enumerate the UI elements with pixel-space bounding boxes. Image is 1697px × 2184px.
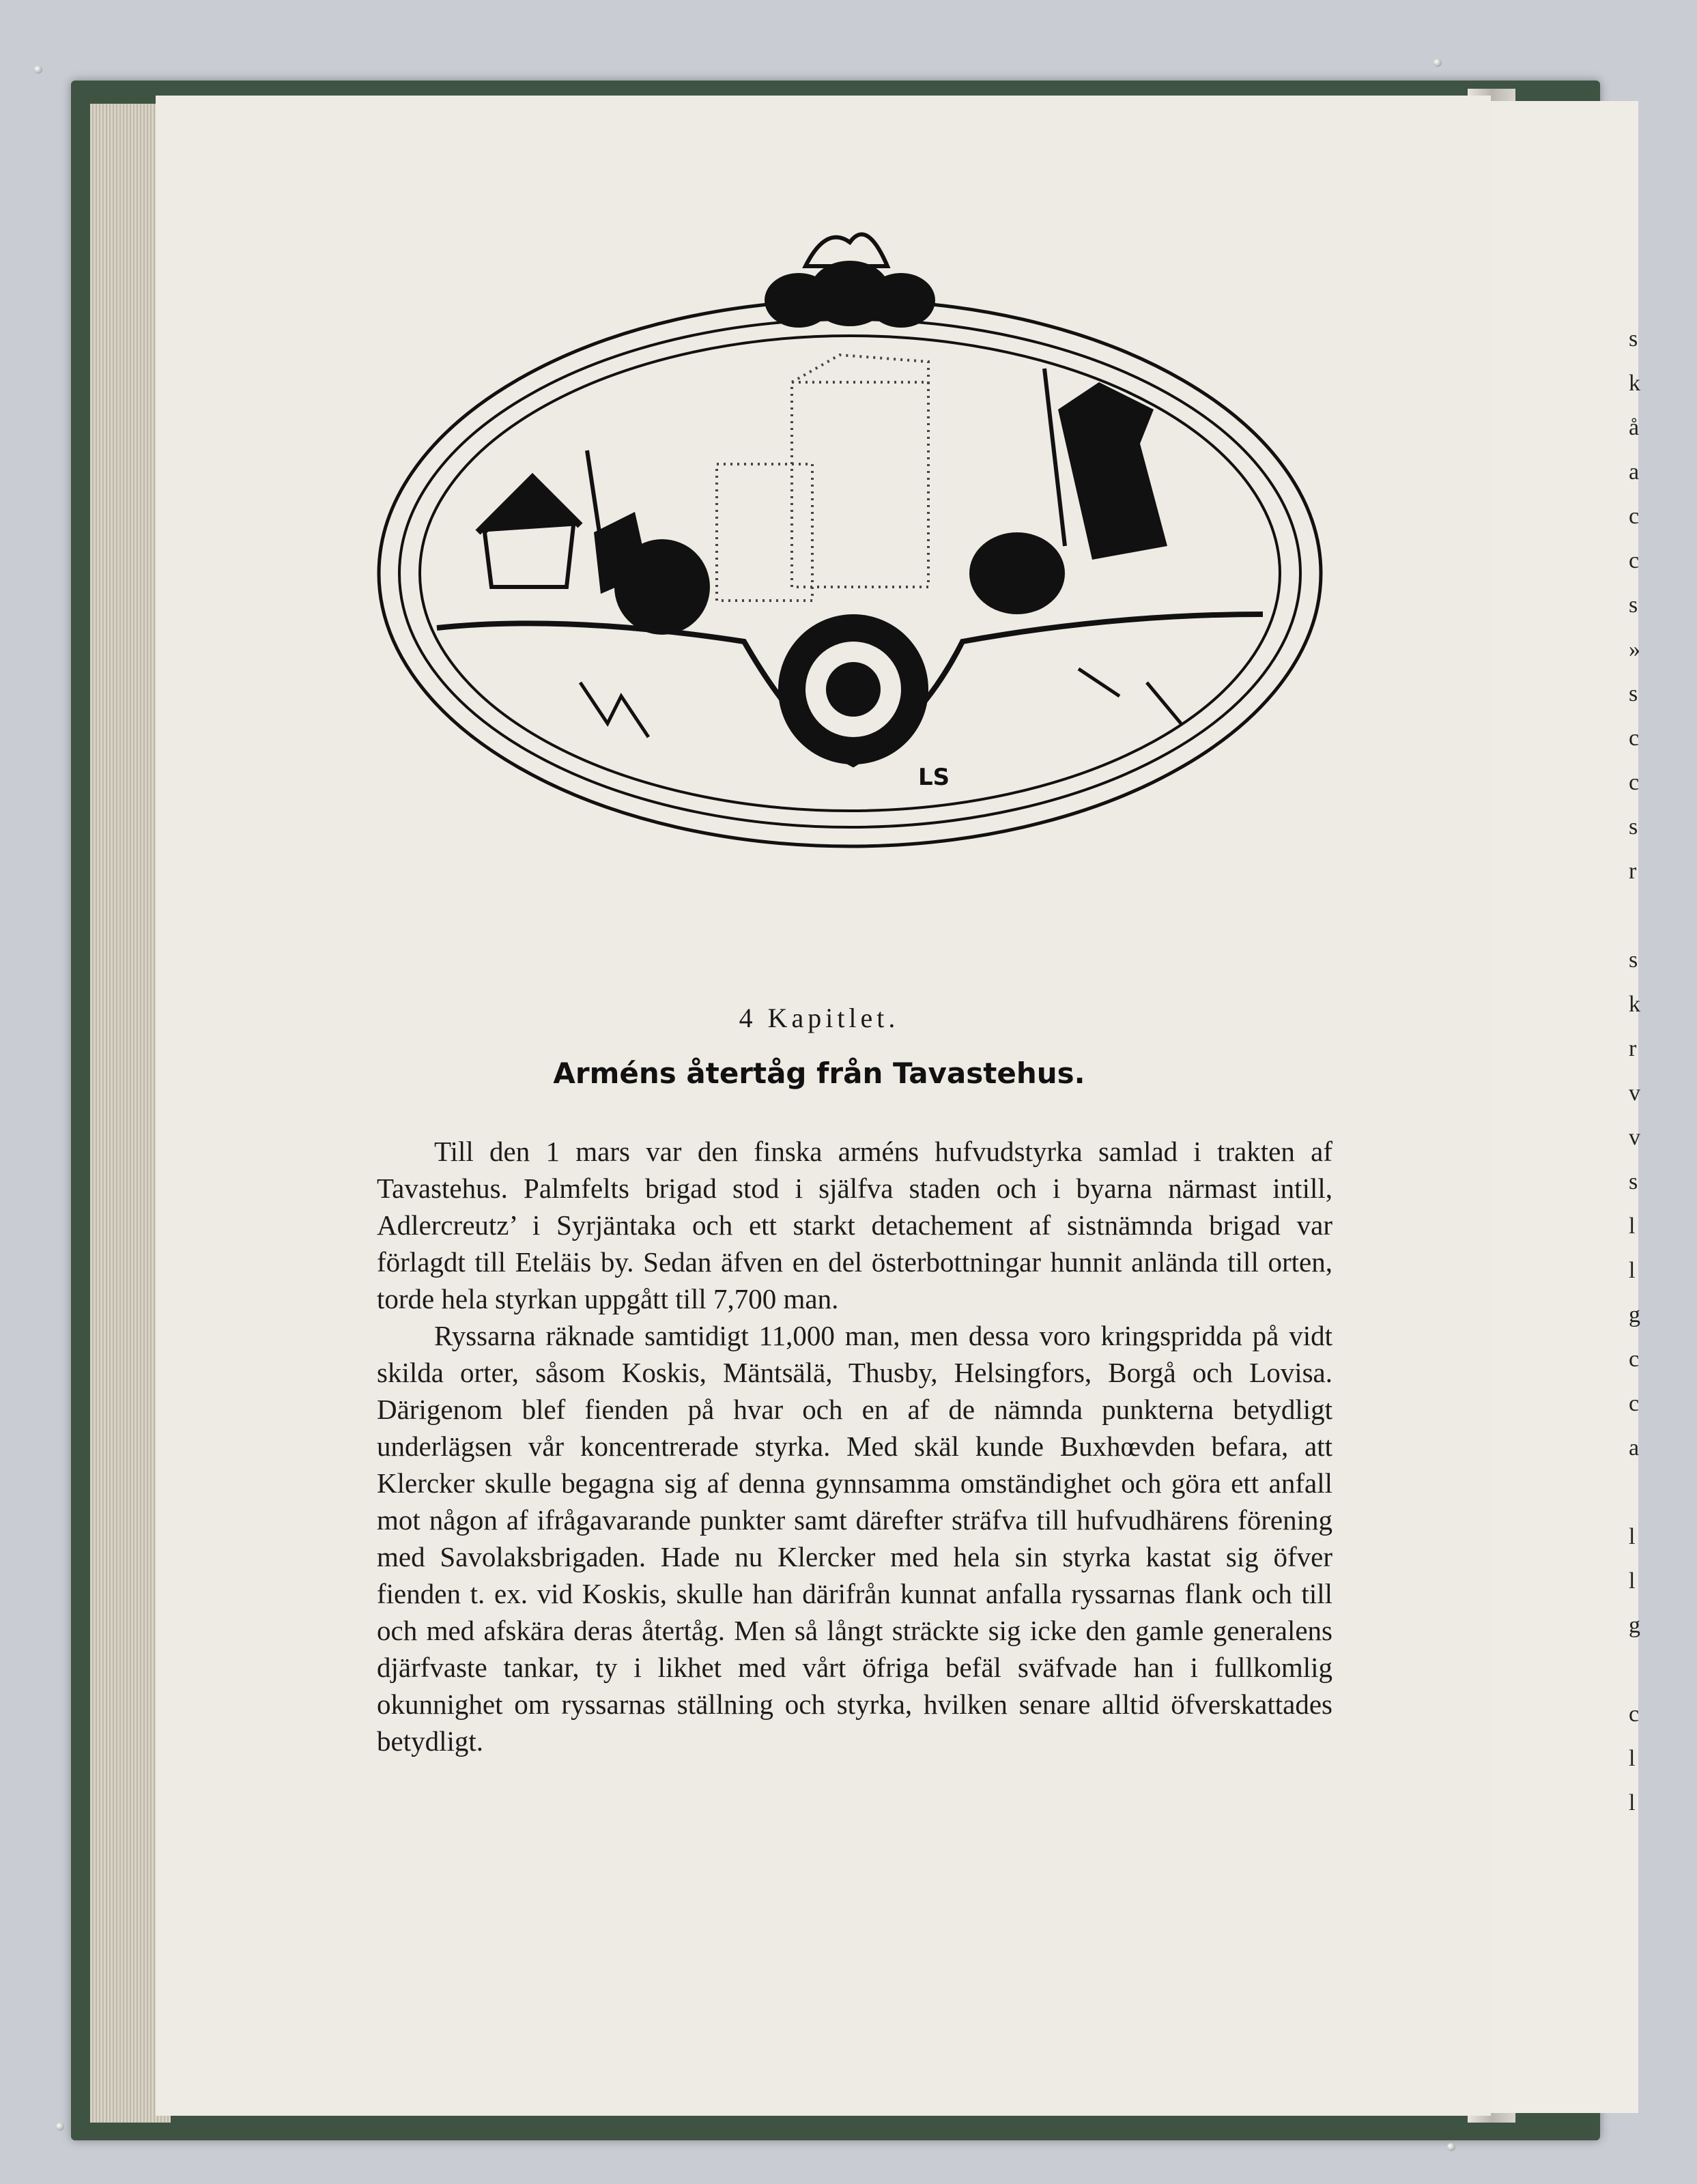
- facing-page-letter: l: [1629, 1790, 1636, 1815]
- paragraph: Ryssarna räknade samtidigt 11,000 man, men dessa voro kringspridda på vidt skilda orter, såsom Koskis, Mäntsälä, Thusby, Helsingfors, Borgå och Lovisa. Därigenom blef fienden på hvar och en af de nämnda punkterna betydligt underlägsen vår koncentrerade styrka. Med skäl kunde Buxhœvden befara, att Klercker skulle begagna sig af denna gynnsamma omständighet och göra ett anfall mot någon af ifrågavarande punkter samt därefter sträfva till hufvudhärens förening med Savolaksbrigaden. Hade nu Klercker med hela sin styrka kastat sig öfver fienden t. ex. vid Koskis, skulle han därifrån kunnat anfalla ryssarnas flank och till och med afskära deras återtåg. Men så långt sträckte sig icke den gamle generalens djärfvaste tankar, ty i likhet med vårt öfriga befäl sväfvade han i fullkomlig okunnighet om ryssarnas ställning och styrka, hvilken senare alltid öfverskattades betydligt.: [377, 1320, 1332, 1757]
- facing-page-letter: å: [1629, 415, 1640, 440]
- facing-page-letter: c: [1629, 725, 1640, 751]
- facing-page-letter: a: [1629, 1435, 1640, 1461]
- facing-page-letter: »: [1629, 637, 1640, 662]
- facing-page-letter: c: [1629, 1701, 1640, 1727]
- facing-page-letters: [1629, 101, 1697, 2113]
- facing-page-letter: s: [1629, 681, 1638, 706]
- flame-crest-icon: [765, 234, 935, 328]
- facing-page-letter: s: [1629, 1169, 1638, 1194]
- facing-page-letter: r: [1629, 859, 1637, 884]
- pin-icon: [34, 66, 42, 74]
- chapter-title: Arméns återtåg från Tavastehus.: [553, 1057, 1085, 1090]
- facing-page-letter: c: [1629, 504, 1640, 529]
- facing-page-letter: l: [1629, 1568, 1636, 1594]
- chapter-label: 4 Kapitlet.: [739, 1003, 900, 1033]
- pin-icon: [56, 2123, 64, 2131]
- facing-page-letter: l: [1629, 1746, 1636, 1771]
- facing-page-letter: c: [1629, 1347, 1640, 1372]
- facing-page-letter: c: [1629, 1391, 1640, 1416]
- facing-page-letter: c: [1629, 770, 1640, 795]
- pin-icon: [1434, 59, 1442, 67]
- facing-page-letter: l: [1629, 1524, 1636, 1549]
- pin-icon: [1447, 2143, 1455, 2151]
- facing-page-letter: v: [1629, 1125, 1640, 1150]
- facing-page-letter: l: [1629, 1213, 1636, 1239]
- paragraph: Till den 1 mars var den finska arméns hufvudstyrka samlad i trakten af Tavastehus. Palmfelts brigad stod i själfva staden och i byarna närmast intill, Adlercreutz’ i Syrjäntaka och ett starkt detachement af sistnämnda brigad var förlagdt till Eteläis by. Sedan äfven en del österbottningar hunnit anlända till orten, torde hela styrkan uppgått till 7,700 man.: [377, 1136, 1332, 1314]
- chapter-vignette-illustration: [362, 205, 1338, 887]
- facing-page-letter: l: [1629, 1258, 1636, 1283]
- facing-page-letter: g: [1629, 1613, 1640, 1638]
- artist-monogram: LS: [918, 764, 950, 791]
- facing-page-letter: s: [1629, 592, 1638, 618]
- facing-page-letter: v: [1629, 1080, 1640, 1106]
- facing-page-letter: c: [1629, 548, 1640, 573]
- cannon-icon: [778, 614, 928, 764]
- facing-page-letter: k: [1629, 992, 1640, 1017]
- house-icon: [478, 478, 580, 587]
- tower-icon: [717, 355, 928, 601]
- facing-page-letter: s: [1629, 326, 1638, 351]
- facing-page-letter: s: [1629, 814, 1638, 839]
- body-text: [377, 1133, 1332, 1759]
- facing-page-letter: a: [1629, 459, 1640, 485]
- soldier-figure-icon: [587, 450, 710, 635]
- facing-page-letter: s: [1629, 947, 1638, 973]
- soldier-figure-icon: [969, 369, 1167, 614]
- facing-page-letter: k: [1629, 371, 1640, 396]
- facing-page-letter: r: [1629, 1036, 1637, 1061]
- facing-page-letter: g: [1629, 1302, 1640, 1327]
- facing-page: [1485, 101, 1638, 2113]
